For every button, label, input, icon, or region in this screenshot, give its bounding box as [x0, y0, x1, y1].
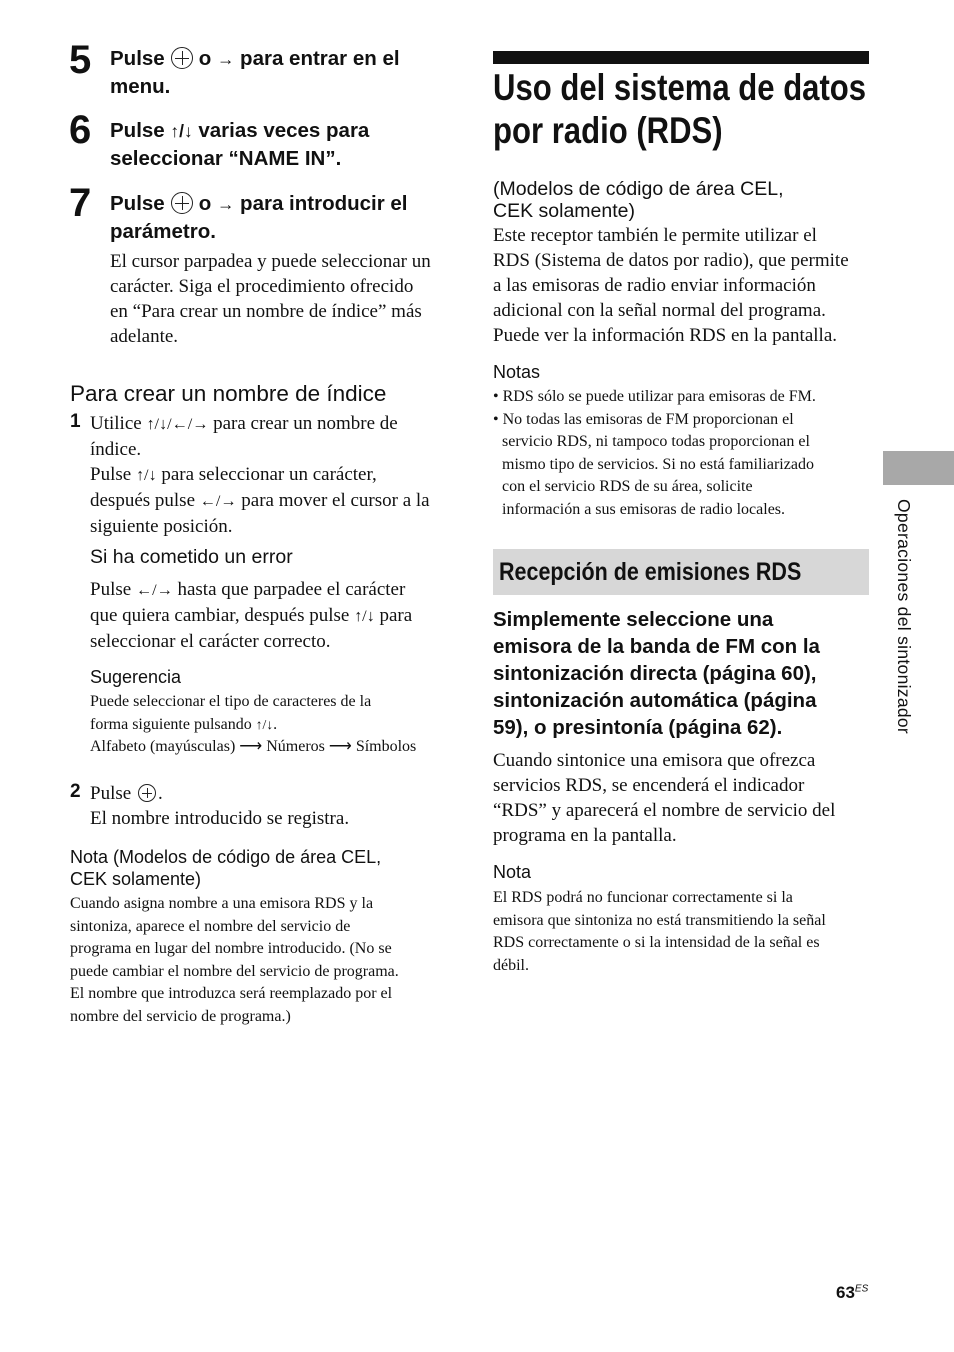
- notas-list: • RDS sólo se puede utilizar para emisoras de FM. • No todas las emisoras de FM proporcionan el servicio RDS, ni tampoco todas proporcionan el mismo tipo de servicios. Si no está familiarizado con el servicio RDS de su área, solicite información a sus emisoras de radio locales.: [493, 386, 873, 521]
- nota-right-text: El RDS podrá no funcionar correctamente si la emisora que sintoniza no está transmitiendo la señal RDS correctamente o si la intensidad de la señal es débil.: [493, 889, 826, 974]
- long-right-arrow-icon: ⟶: [239, 738, 263, 755]
- up-down-arrow-icon: ↑/↓: [135, 467, 157, 484]
- page-lang-suffix: ES: [854, 1283, 869, 1295]
- list-item: • RDS sólo se puede utilizar para emisoras de FM.: [493, 388, 816, 405]
- step-5-text: Pulse o → para entrar en el menu.: [110, 47, 400, 98]
- rds-subheading: (Modelos de código de área CEL, CEK solamente): [493, 178, 784, 222]
- reception-instruction: Simplemente seleccione una emisora de la banda de FM con la sintonización directa (página 60), sintonización automática (página 59), o presintonía (página 62).: [493, 608, 820, 739]
- step-number-7: 7: [69, 181, 92, 225]
- section-tab: [883, 451, 954, 485]
- index-item-2-number: 2: [70, 781, 81, 802]
- left-right-arrow-icon: ←/→: [199, 493, 237, 510]
- notas-heading: Notas: [493, 362, 541, 382]
- enter-button-icon: [171, 192, 193, 214]
- title-rule: [493, 51, 869, 64]
- right-arrow-icon: →: [216, 194, 235, 214]
- nota-left-heading: Nota (Modelos de código de área CEL, CEK solamente): [70, 847, 382, 889]
- side-tab-label: Operaciones del sintonizador: [894, 499, 914, 735]
- page-number: $63^{ES}$: [836, 1283, 869, 1302]
- step-7-body: El cursor parpadea y puede seleccionar un carácter. Siga el procedimiento ofrecido en “Para crear un nombre de índice” más adelante.: [110, 251, 431, 347]
- enter-button-icon: [171, 47, 193, 69]
- nota-right-heading: Nota: [493, 862, 532, 882]
- error-text: Pulse ←/→ hasta que parpadee el carácter que quiera cambiar, después pulse ↑/↓ para seleccionar el carácter correcto.: [90, 579, 413, 652]
- step-6-text: Pulse ↑/↓ varias veces para seleccionar “NAME IN”.: [110, 119, 370, 170]
- left-right-arrow-icon: ←/→: [135, 582, 173, 599]
- reception-title: Recepción de emisiones RDS: [499, 558, 802, 586]
- index-item-1-text: Utilice ↑/↓/←/→ para crear un nombre de índice. Pulse ↑/↓ para seleccionar un carácter, después pulse ←/→ para mover el cursor a la siguiente posición.: [90, 413, 430, 537]
- index-item-2-text: Pulse . El nombre introducido se registra.: [90, 783, 350, 829]
- index-item-1-number: 1: [70, 411, 81, 432]
- up-down-arrow-icon: ↑/↓: [354, 608, 375, 625]
- step-number-6: 6: [69, 108, 92, 152]
- up-down-arrow-icon: ↑/↓: [255, 716, 274, 732]
- index-heading: Para crear un nombre de índice: [70, 381, 387, 406]
- step-7-text: Pulse o → para introducir el parámetro.: [110, 192, 408, 243]
- long-right-arrow-icon: ⟶: [328, 738, 352, 755]
- four-direction-arrows-icon: ↑/↓/←/→: [146, 416, 209, 433]
- right-arrow-icon: →: [216, 49, 235, 69]
- reception-body: Cuando sintonice una emisora que ofrezca servicios RDS, se encenderá el indicador “RDS” y aparecerá el nombre de servicio del programa en la pantalla.: [493, 750, 836, 846]
- nota-left-text: Cuando asigna nombre a una emisora RDS y la sintoniza, aparece el nombre del servicio de programa en lugar del nombre introducido. (No se puede cambiar el nombre del servicio de programa. El nombre que introduzca será reemplazado por el nombre del servicio de programa.): [70, 895, 399, 1025]
- error-heading: Si ha cometido un error: [90, 546, 293, 568]
- rds-title: Uso del sistema de datos por radio (RDS): [493, 67, 867, 151]
- enter-button-icon: [138, 784, 156, 802]
- rds-body: Este receptor también le permite utilizar el RDS (Sistema de datos por radio), que permite a las emisoras de radio enviar información adicional con la señal normal del programa. Puede ver la información RDS en la pantalla.: [493, 225, 849, 346]
- hint-heading: Sugerencia: [90, 667, 182, 687]
- list-item: • No todas las emisoras de FM proporcionan el: [493, 410, 794, 428]
- hint-text: Puede seleccionar el tipo de caracteres de la forma siguiente pulsando ↑/↓. Alfabeto (mayúsculas) ⟶ Números ⟶ Símbolos: [90, 693, 417, 755]
- step-number-5: 5: [69, 38, 92, 82]
- up-down-arrow-icon: ↑/↓: [170, 121, 193, 141]
